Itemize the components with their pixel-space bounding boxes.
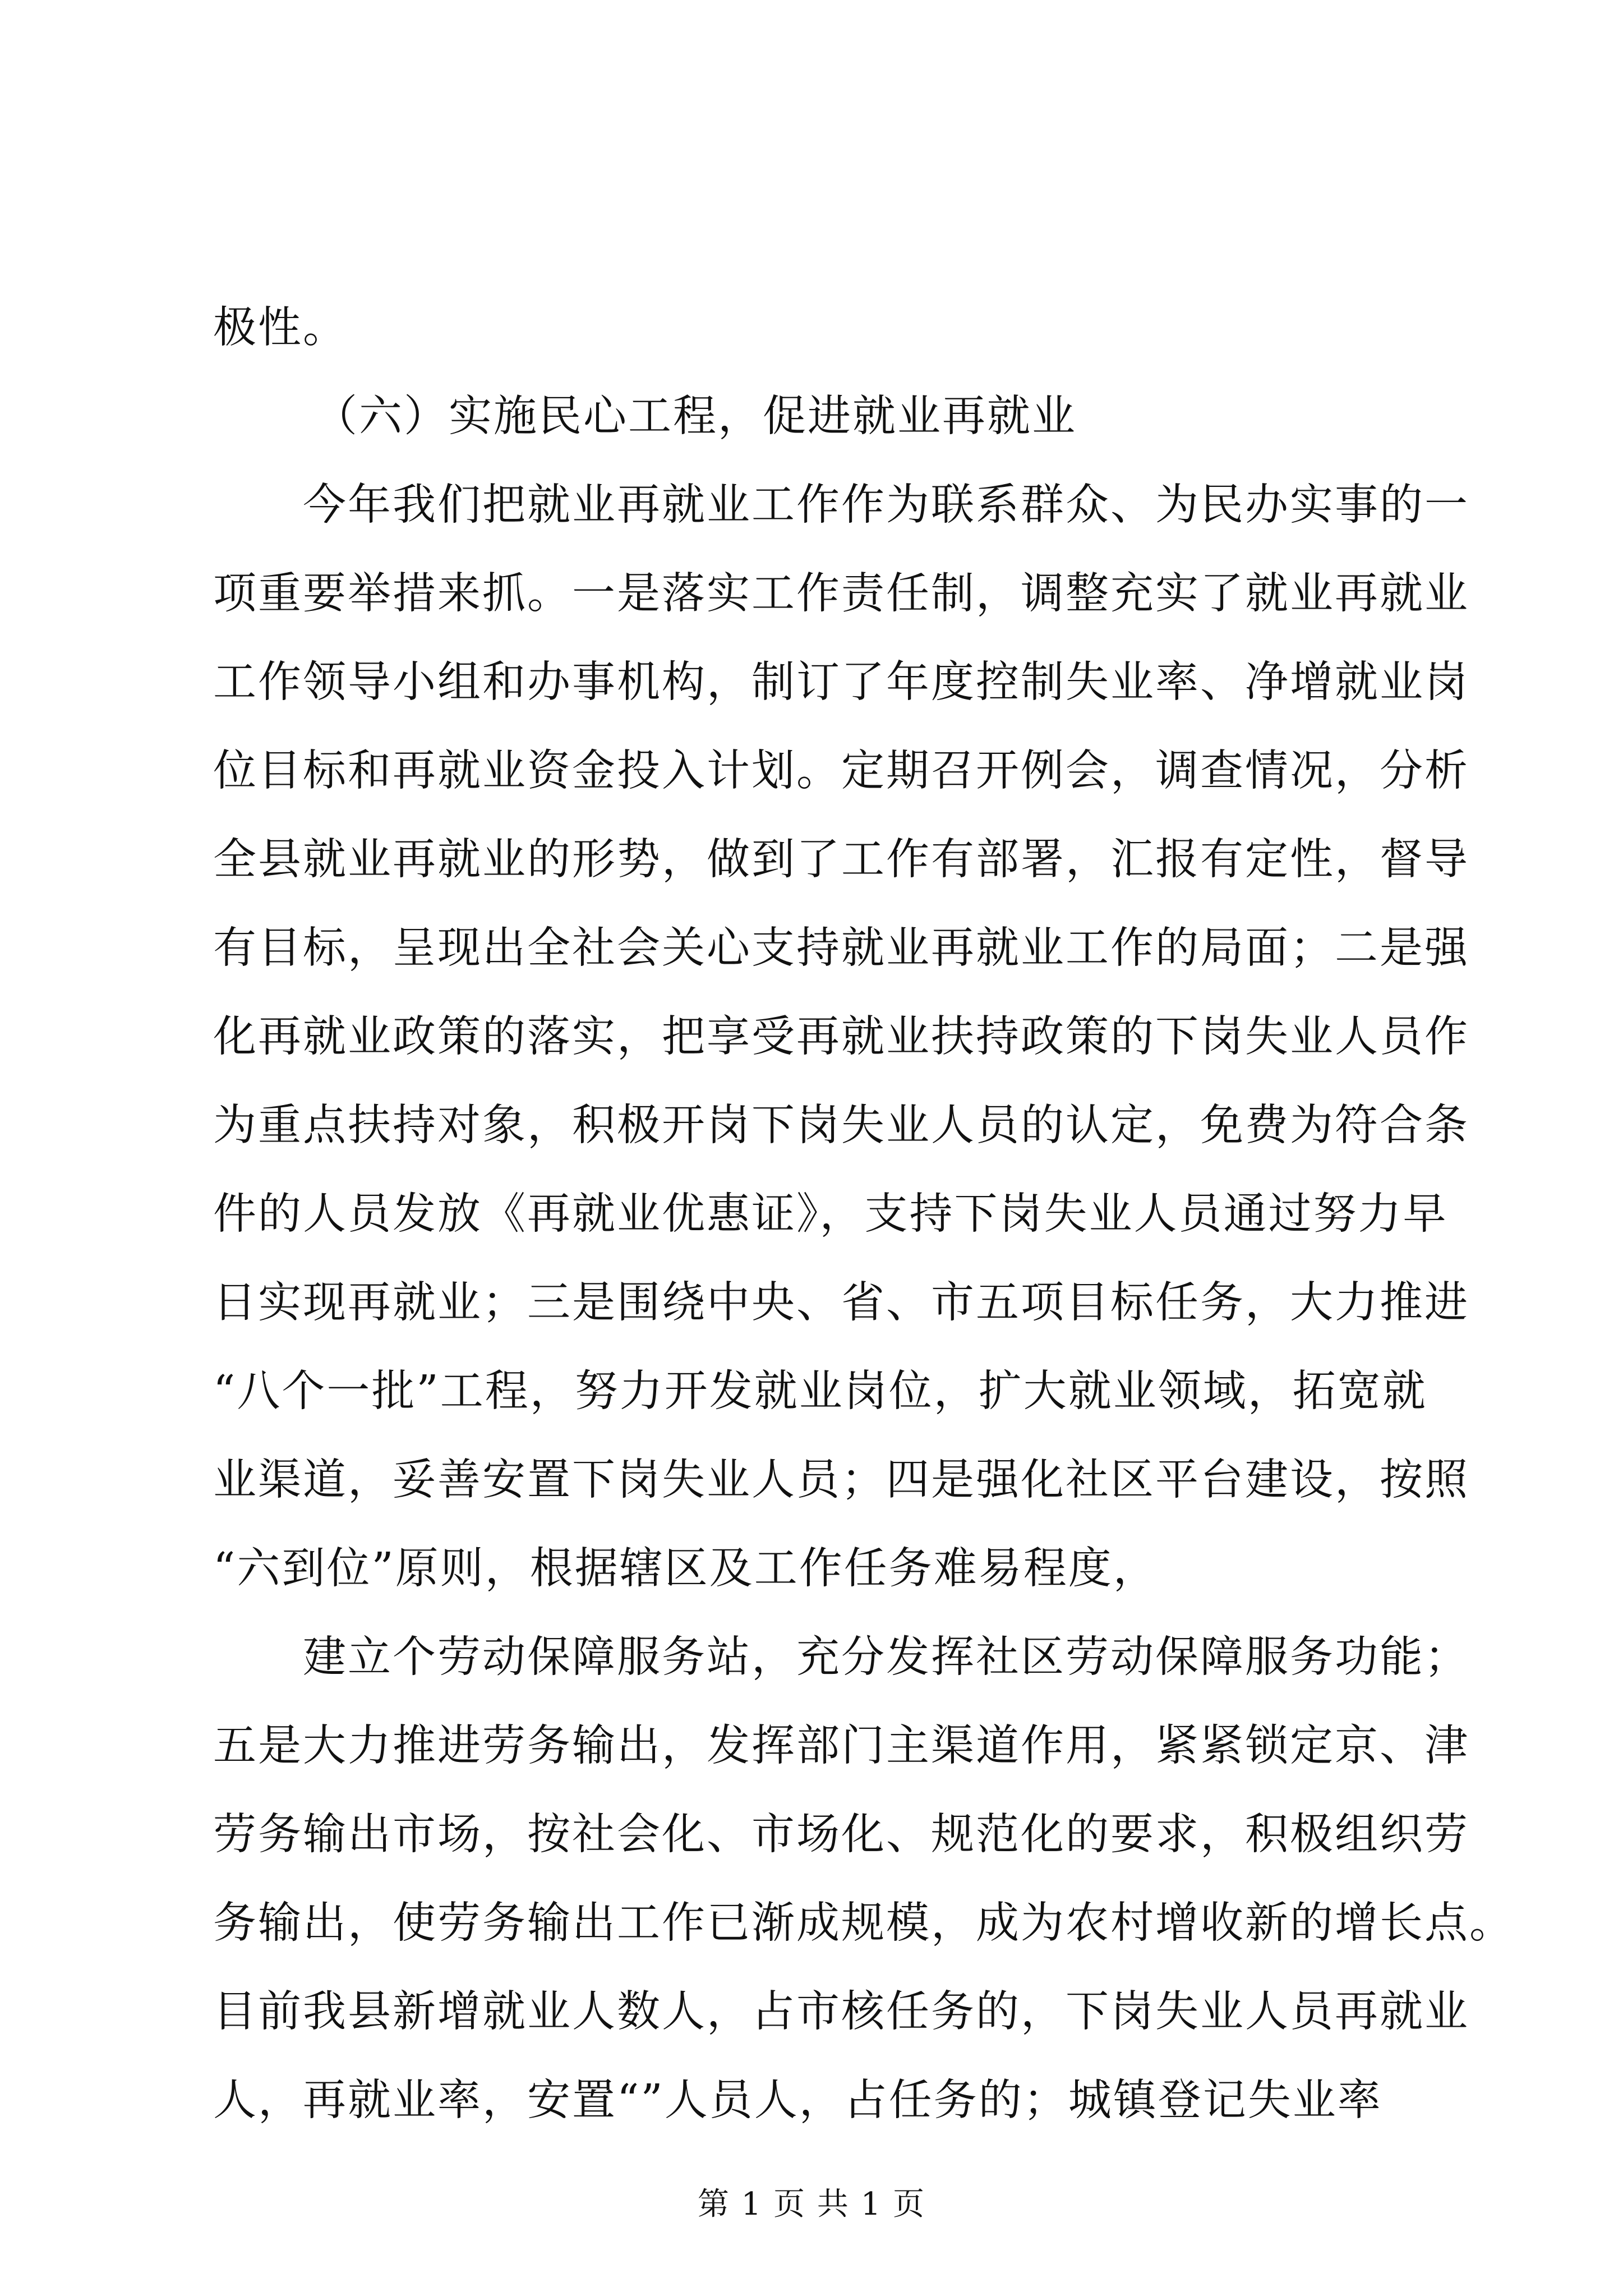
text-line: 项重要举措来抓。一是落实工作责任制，调整充实了就业再就业 bbox=[213, 569, 1469, 619]
text-line: 位目标和再就业资金投入计划。定期召开例会，调查情况，分析 bbox=[213, 746, 1469, 796]
text-line: “六到位”原则，根据辖区及工作任务难易程度， bbox=[213, 1544, 1158, 1594]
text-line: 件的人员发放《再就业优惠证》，支持下岗失业人员通过努力早 bbox=[213, 1189, 1448, 1239]
text-line: 建立个劳动保障服务站，充分发挥社区劳动保障服务功能； bbox=[303, 1632, 1469, 1682]
section-heading: （六）实施民心工程，促进就业再就业 bbox=[314, 392, 1077, 441]
text-line: “八个一批”工程，努力开发就业岗位，扩大就业领域，拓宽就 bbox=[213, 1366, 1427, 1416]
text-line: 全县就业再就业的形势，做到了工作有部署，汇报有定性，督导 bbox=[213, 835, 1469, 885]
text-line: 今年我们把就业再就业工作作为联系群众、为民办实事的一 bbox=[303, 480, 1469, 530]
text-line: 人，再就业率，安置“”人员人，占任务的；城镇登记失业率 bbox=[213, 2076, 1382, 2125]
text-line: 化再就业政策的落实，把享受再就业扶持政策的下岗失业人员作 bbox=[213, 1012, 1469, 1062]
text-line: 日实现再就业；三是围绕中央、省、市五项目标任务，大力推进 bbox=[213, 1278, 1469, 1328]
text-line: 劳务输出市场，按社会化、市场化、规范化的要求，积极组织劳 bbox=[213, 1810, 1469, 1860]
text-line: 业渠道，妥善安置下岗失业人员；四是强化社区平台建设，按照 bbox=[213, 1455, 1469, 1505]
text-line: 目前我县新增就业人数人，占市核任务的，下岗失业人员再就业 bbox=[213, 1987, 1469, 2037]
text-line: 有目标，呈现出全社会关心支持就业再就业工作的局面；二是强 bbox=[213, 923, 1469, 973]
text-line: 五是大力推进劳务输出，发挥部门主渠道作用，紧紧锁定京、津 bbox=[213, 1721, 1469, 1771]
page-number-footer: 第 1 页 共 1 页 bbox=[697, 2186, 926, 2223]
text-line: 工作领导小组和办事机构，制订了年度控制失业率、净增就业岗 bbox=[213, 657, 1469, 707]
text-line: 务输出，使劳务输出工作已渐成规模，成为农村增收新的增长点。 bbox=[213, 1898, 1514, 1948]
text-line: 极性。 bbox=[213, 303, 348, 353]
text-line: 为重点扶持对象，积极开岗下岗失业人员的认定，免费为符合条 bbox=[213, 1101, 1469, 1151]
